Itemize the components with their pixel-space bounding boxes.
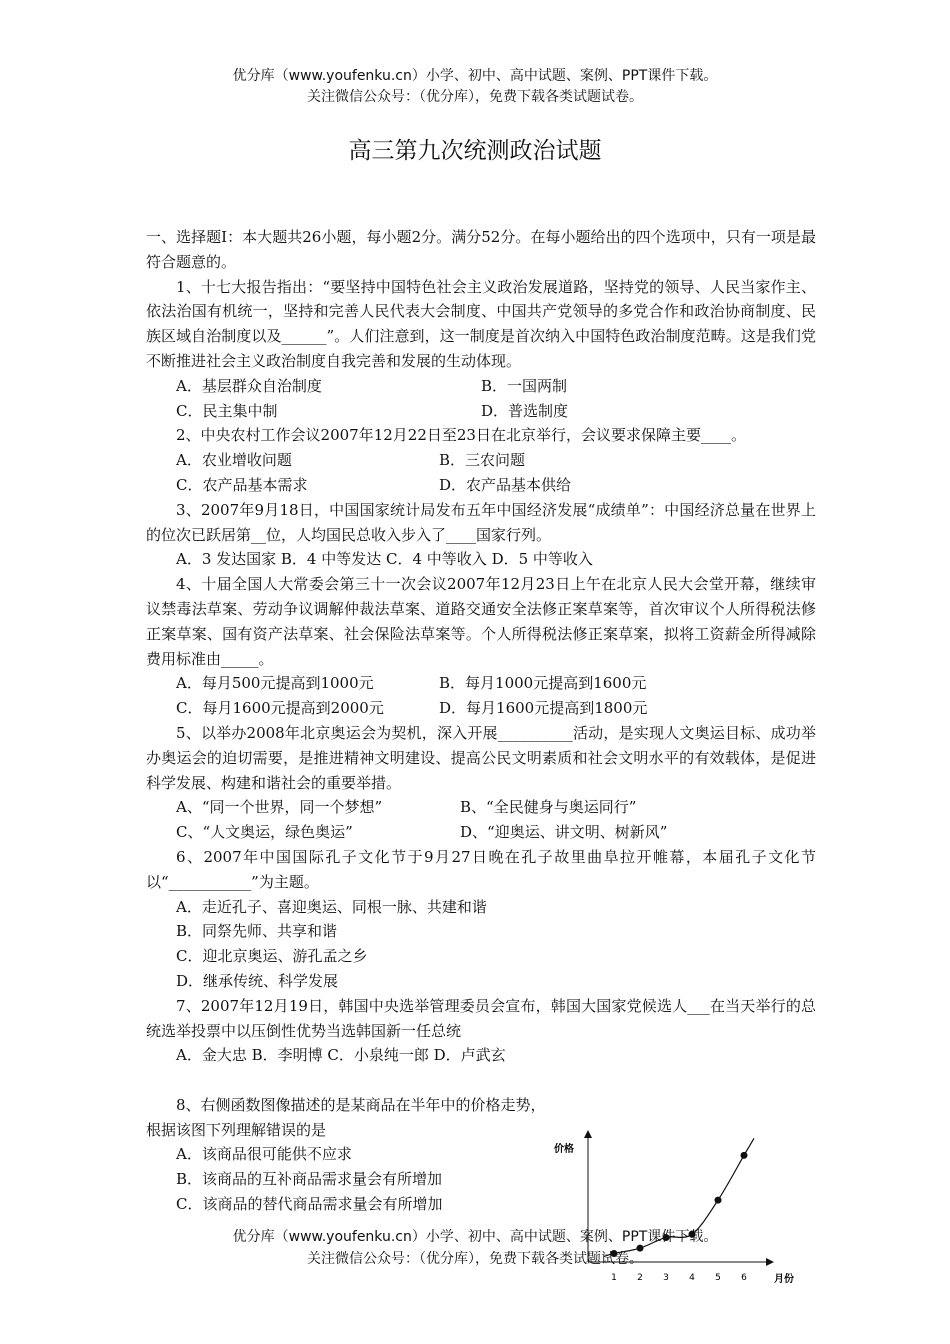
q6-option-a: A．走近孔子、喜迎奥运、同根一脉、共建和谐 [176, 897, 487, 916]
question-8-line-1: 8、右侧函数图像描述的是某商品在半年中的价格走势， [176, 1095, 546, 1114]
spacer [146, 1068, 816, 1093]
q2-options-row-1 [146, 448, 816, 473]
q3-options: A．3 发达国家 B．4 中等发达 C．4 中等收入 D．5 中等收入 [176, 550, 593, 569]
q5-option-b: B、“全民健身与奥运同行” [460, 798, 637, 817]
q4-option-b: B．每月1000元提高到1600元 [439, 674, 647, 693]
x-tick-label: 2 [637, 1273, 643, 1283]
question-7: 7、2007年12月19日，韩国中央选举管理委员会宣布，韩国大国家党候选人___在当天举行的总统选举投票中以压倒性优势当选韩国新一任总统 [146, 996, 816, 1040]
q1-option-d: D．普选制度 [481, 401, 569, 420]
q1-options-row-1 [146, 374, 816, 399]
q6-option-b: B．同祭先师、共享和谐 [176, 922, 338, 941]
question-6: 6、2007年中国国际孔子文化节于9月27日晚在孔子故里曲阜拉开帷幕，本届孔子文化节以“___________”为主题。 [146, 847, 816, 891]
q8-option-b: B．该商品的互补商品需求量会有所增加 [176, 1170, 443, 1189]
q1-options-row-2 [146, 399, 816, 424]
question-2: 2、中央农村工作会议2007年12月22日至23日在北京举行，会议要求保障主要____。 [176, 426, 746, 445]
q5-option-a: A、“同一个世界，同一个梦想” [176, 798, 383, 817]
q7-options: A．金大忠 B．李明博 C．小泉纯一郎 D．卢武玄 [176, 1046, 506, 1065]
q4-options-row-2 [146, 696, 816, 721]
q1-option-c: C．民主集中制 [176, 401, 278, 420]
q2-options-row-2 [146, 473, 816, 498]
exam-body [146, 225, 816, 1217]
data-point [741, 1152, 748, 1159]
page-title: 高三第九次统测政治试题 [348, 138, 602, 164]
x-axis-label: 月份 [774, 1274, 794, 1284]
header-line-2: 关注微信公众号：（优分库），免费下载各类试题试卷。 [307, 89, 643, 105]
q4-option-c: C．每月1600元提高到2000元 [176, 699, 384, 718]
y-axis-label: 价格 [554, 1144, 574, 1155]
q5-option-d: D、“迎奥运、讲文明、树新风” [460, 823, 668, 842]
x-tick-labels [611, 1273, 747, 1283]
q8-option-a: A．该商品很可能供不应求 [176, 1145, 352, 1164]
q6-option-d: D．继承传统、科学发展 [176, 971, 339, 990]
q2-option-c: C．农产品基本需求 [176, 475, 308, 494]
q4-options-row-1 [146, 671, 816, 696]
q4-option-a: A．每月500元提高到1000元 [176, 674, 374, 693]
question-4: 4、十届全国人大常委会第三十一次会议2007年12月23日上午在北京人民大会堂开幕，继续审议禁毒法草案、劳动争议调解仲裁法草案、道路交通安全法修正案草案等，首次审议个人所得税法修正案草案、国有资产法草案、社会保险法草案等。个人所得税法修正案草案，拟将工资薪金所得减除费用标准由_____。 [146, 575, 816, 668]
question-8-line-2: 根据该图下列理解错误的是 [146, 1120, 327, 1139]
q2-option-b: B．三农问题 [439, 451, 526, 470]
q5-options-row-1 [146, 795, 816, 820]
data-point [715, 1197, 722, 1204]
question-3: 3、2007年9月18日，中国国家统计局发布五年中国经济发展“成绩单”：中国经济总量在世界上的位次已跃居第__位，人均国民总收入步入了____国家行列。 [146, 500, 816, 544]
x-tick-label: 3 [663, 1273, 669, 1283]
section-instructions: 一、选择题Ⅰ：本大题共26小题，每小题2分。满分52分。在每小题给出的四个选项中，只有一项是最符合题意的。 [146, 228, 816, 271]
q8-option-c: C．该商品的替代商品需求量会有所增加 [176, 1195, 443, 1214]
q5-option-c: C、“人文奥运，绿色奥运” [176, 823, 353, 842]
q2-option-d: D．农产品基本供给 [439, 475, 572, 494]
x-tick-label: 5 [715, 1273, 721, 1283]
q4-option-d: D．每月1600元提高到1800元 [439, 699, 648, 718]
header-line-1: 优分库（www.youfenku.cn）小学、初中、高中试题、案例、PPT课件下载。 [232, 68, 718, 84]
question-5: 5、以举办2008年北京奥运会为契机，深入开展__________活动，是实现人文奥运目标、成功举办奥运会的迫切需要，是推进精神文明建设、提高公民文明素质和社会文明水平的有效载体，是促进科学发展、构建和谐社会的重要举措。 [146, 723, 816, 792]
x-tick-label: 4 [689, 1273, 695, 1283]
x-tick-label: 1 [611, 1273, 617, 1283]
q1-option-b: B．一国两制 [481, 376, 568, 395]
footer-line-1: 优分库（www.youfenku.cn）小学、初中、高中试题、案例、PPT课件下载。 [232, 1229, 718, 1245]
footer-line-2: 关注微信公众号：（优分库），免费下载各类试题试卷。 [307, 1251, 643, 1267]
x-tick-label: 6 [741, 1273, 747, 1283]
question-1: 1、十七大报告指出：“要坚持中国特色社会主义政治发展道路，坚持党的领导、人民当家作主、依法治国有机统一，坚持和完善人民代表大会制度、中国共产党领导的多党合作和政治协商制度、民族区域自治制度以及______”。人们注意到，这一制度是首次纳入中国特色政治制度范畴。这是我们党不断推进社会主义政治制度自我完善和发展的生动体现。 [146, 277, 816, 370]
q2-option-a: A．农业增收问题 [176, 451, 292, 470]
q6-option-c: C．迎北京奥运、游孔孟之乡 [176, 947, 368, 966]
q5-options-row-2 [146, 820, 816, 845]
q1-option-a: A．基层群众自治制度 [176, 376, 322, 395]
